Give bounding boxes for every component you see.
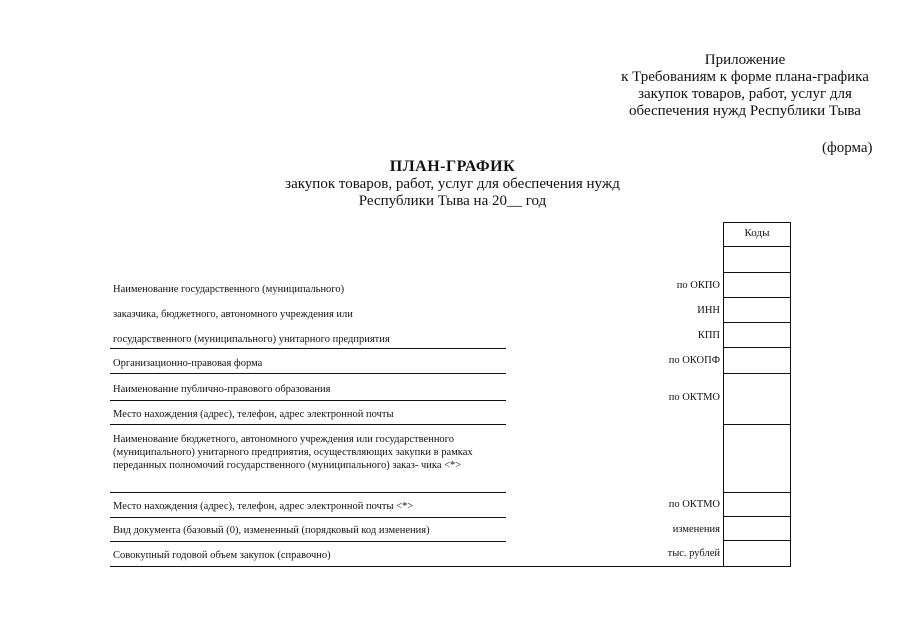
field-underline [110,348,506,349]
title-main: ПЛАН-ГРАФИК [389,158,516,175]
thousand-rub-label: тыс. рублей [667,548,720,559]
okpo-label: по ОКПО [676,280,720,291]
document-type-label: Вид документа (базовый (0), измененный (порядковый код изменения) [113,525,430,536]
customer-name-label: заказчика, бюджетного, автономного учреждения или [113,309,353,320]
legal-form-label: Организационно-правовая форма [113,358,263,369]
codes-row-line [723,516,791,517]
codes-row-line [723,322,791,323]
codes-header: Коды [744,227,770,239]
codes-row-line [723,424,791,425]
codes-row-line [723,373,791,374]
appendix-line: закупок товаров, работ, услуг для [638,86,852,102]
appendix-block [560,52,905,120]
customer-name-label: государственного (муниципального) унитарного предприятия [113,334,390,345]
appendix-line: Приложение [704,52,786,68]
codes-row-line [723,540,791,541]
public-entity-label: Наименование публично-правового образования [113,384,331,395]
field-underline [110,373,506,374]
field-underline [110,424,506,425]
codes-row-line [723,347,791,348]
field-underline [110,517,506,518]
total-volume-label: Совокупный годовой объем закупок (справочно) [113,550,331,561]
changes-label: изменения [672,524,720,535]
table-bottom-line [110,566,791,567]
appendix-line: к Требованиям к форме плана-графика [621,69,869,85]
codes-row-line [723,272,791,273]
oktmo-label: по ОКТМО [668,499,720,510]
inn-label: ИНН [697,305,720,316]
okopf-label: по ОКОПФ [668,355,720,366]
delegated-location-label: Место нахождения (адрес), телефон, адрес электронной почты <*> [113,501,414,512]
kpp-label: КПП [697,330,720,341]
codes-row-line [723,492,791,493]
field-underline [110,541,506,542]
location-label: Место нахождения (адрес), телефон, адрес электронной почты [113,409,394,420]
title-subtitle: закупок товаров, работ, услуг для обеспечения нужд [285,176,620,192]
title-subtitle: Республики Тыва на 20__ год [358,193,547,209]
codes-row-line [723,222,791,223]
delegated-entity-label: Наименование бюджетного, автономного учреждения или государственного (муниципального) унитарного предприятия, осуществляющих закупки в рамках переданных полномочий государственного (муниципального) заказ- чика <*> [113,434,473,471]
codes-row-line [723,297,791,298]
oktmo-label: по ОКТМО [668,392,720,403]
appendix-line: обеспечения нужд Республики Тыва [629,103,861,119]
field-underline [110,492,506,493]
codes-border-right [790,222,791,566]
codes-row-line [723,246,791,247]
document-title [0,158,905,210]
codes-border-left [723,222,724,566]
form-note: (форма) [822,140,873,156]
customer-name-label: Наименование государственного (муниципального) [113,284,345,295]
field-underline [110,400,506,401]
